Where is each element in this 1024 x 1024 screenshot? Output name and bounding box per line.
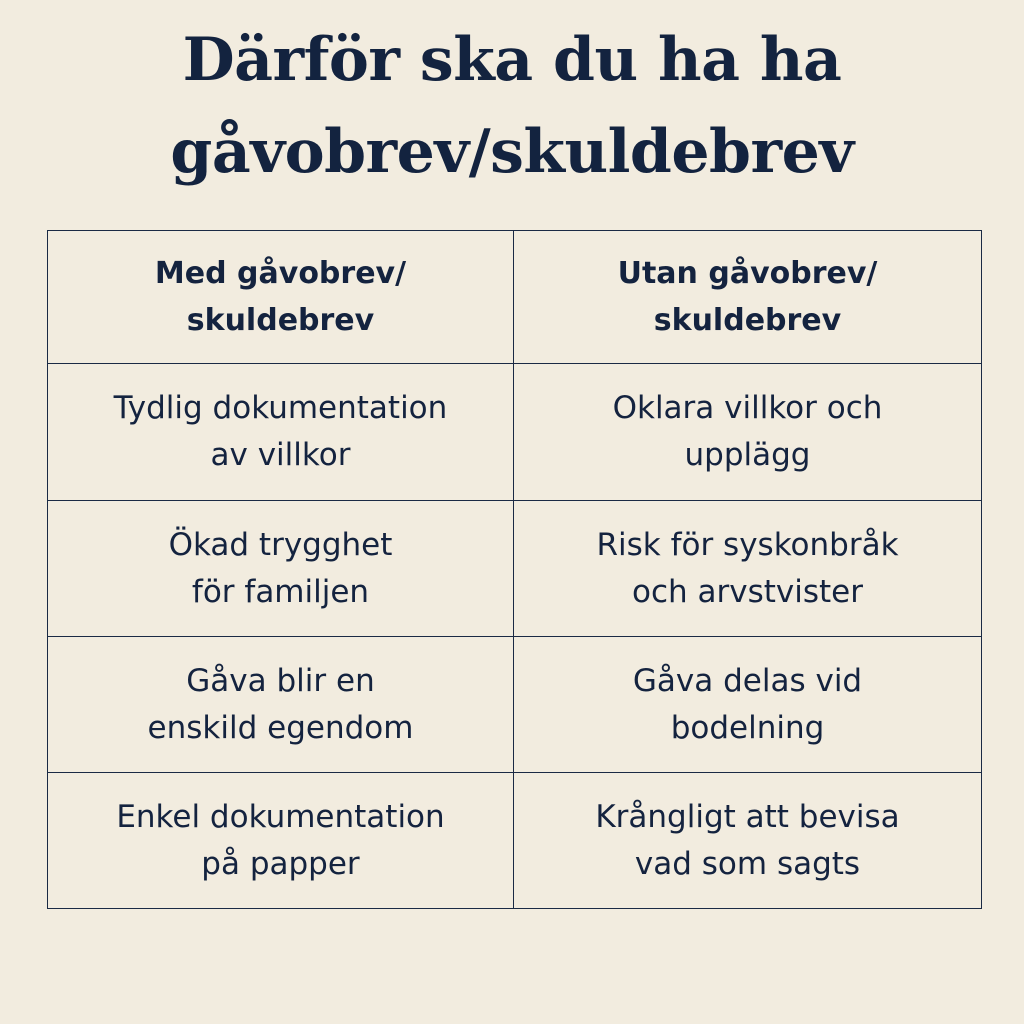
cell-line: enskild egendom (147, 709, 414, 746)
row-1-with-letter (48, 364, 514, 501)
cell-line: Enkel dokumentation (116, 798, 445, 835)
title-line-1: Därför ska du ha ha (182, 25, 842, 95)
row-2-with-letter (48, 501, 514, 637)
row-3-with-letter (48, 637, 514, 773)
comparison-table (47, 230, 982, 909)
header-left-line-2: skuldebrev (186, 303, 375, 338)
row-2-without-letter (514, 501, 981, 637)
cell-line: Krångligt att bevisa (595, 798, 900, 835)
cell-line: Gåva delas vid (632, 662, 863, 699)
title-line-2: gåvobrev/skuldebrev (170, 117, 854, 187)
header-right-line-1: Utan gåvobrev/ (617, 256, 878, 291)
cell-line: Oklara villkor och (612, 390, 883, 426)
cell-line: vad som sagts (634, 845, 861, 882)
page-title (0, 14, 1024, 198)
cell-line: av villkor (210, 437, 351, 473)
cell-line: och arvstvister (632, 573, 863, 610)
cell-line: för familjen (191, 573, 370, 610)
cell-line: Tydlig dokumentation (113, 390, 448, 426)
header-without-letter (514, 231, 981, 364)
row-1-without-letter (514, 364, 981, 501)
cell-line: Ökad trygghet (168, 526, 393, 563)
header-with-letter (48, 231, 514, 364)
cell-line: Risk för syskonbråk (596, 526, 899, 563)
header-right-line-2: skuldebrev (653, 303, 842, 338)
cell-line: på papper (201, 845, 360, 882)
header-left-line-1: Med gåvobrev/ (154, 256, 407, 291)
row-3-without-letter (514, 637, 981, 773)
cell-line: upplägg (684, 437, 811, 473)
row-4-without-letter (514, 773, 981, 908)
cell-line: Gåva blir en (186, 662, 375, 699)
row-4-with-letter (48, 773, 514, 908)
cell-line: bodelning (670, 709, 825, 746)
